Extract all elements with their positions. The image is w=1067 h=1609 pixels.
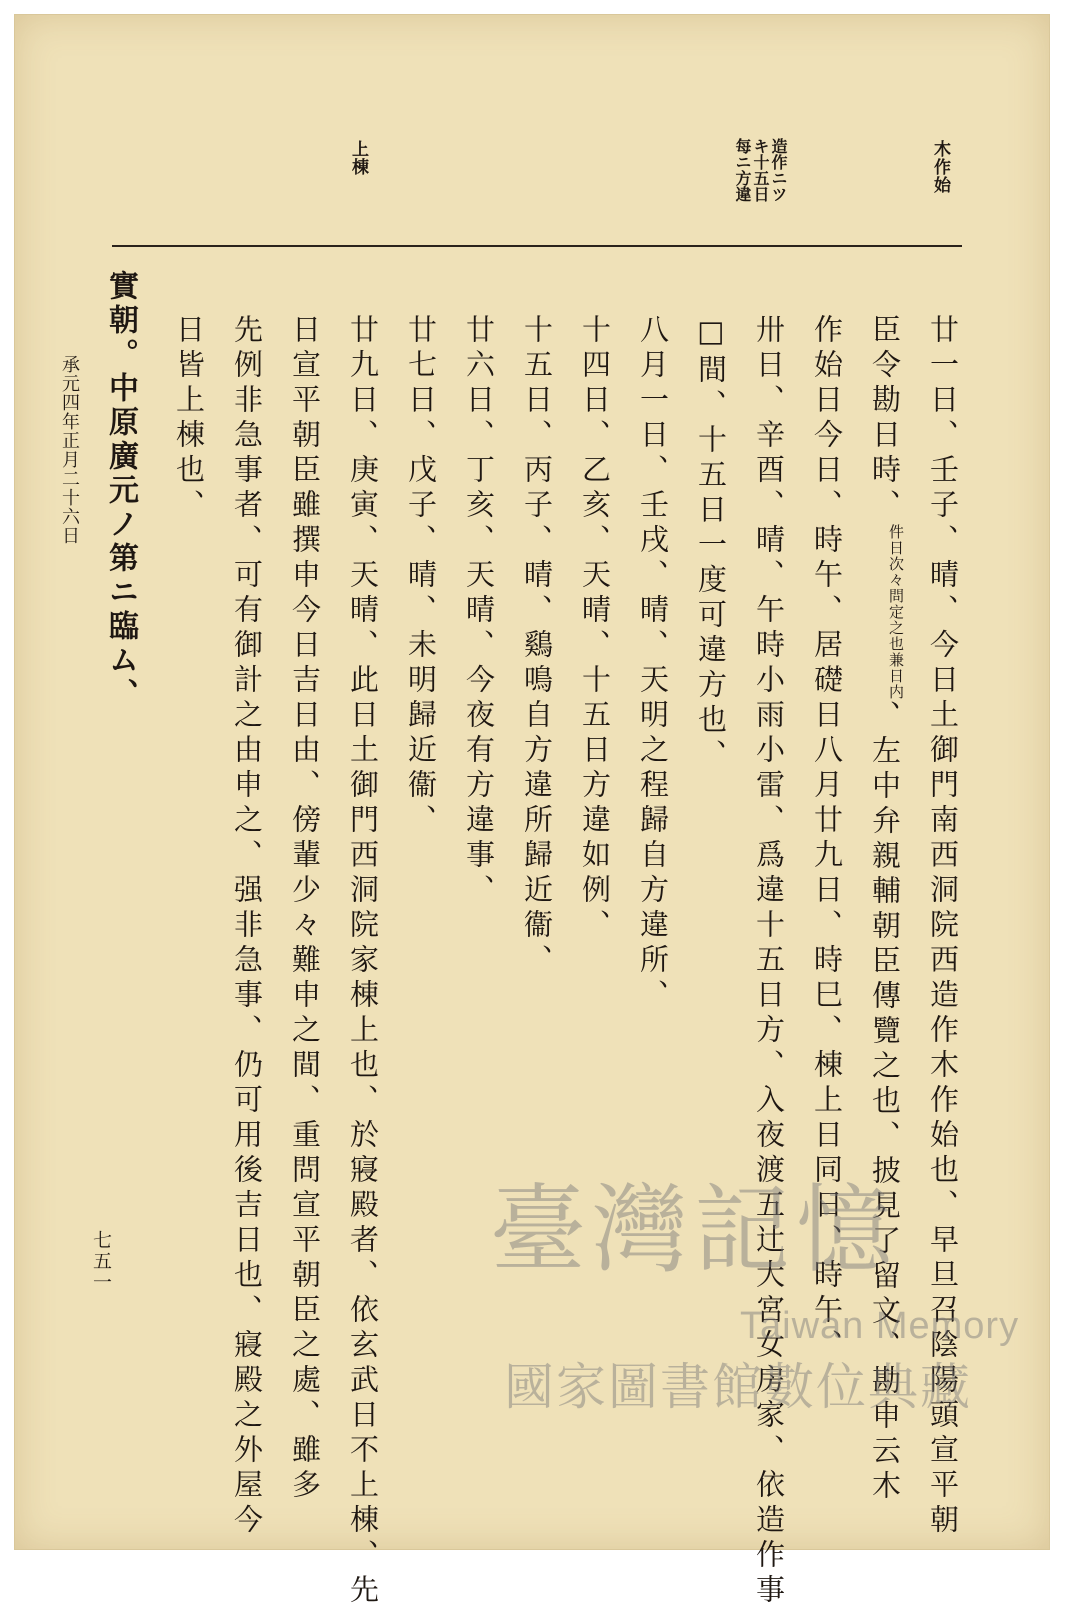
text-column-12: 日宣平朝臣雖撰申今日吉日由、傍輩少々難申之間、重問宣平朝臣之處、雖多 xyxy=(288,314,322,1504)
text-column-6: 八月一日、壬戌、晴、天明之程歸自方違所、 xyxy=(636,314,670,1014)
page-number: 七五一 xyxy=(90,1230,112,1293)
headnote-jotou: 上棟 xyxy=(348,140,368,176)
watermark-title: 臺灣記憶 xyxy=(490,1174,898,1286)
text-column-8: 十五日、丙子、晴、鷄鳴自方違所歸近衞、 xyxy=(520,314,554,979)
text-column-11: 廿九日、庚寅、天晴、此日土御門西洞院家棟上也、於寢殿者、依玄武日不上棟、先 xyxy=(346,314,380,1609)
interlinear-note xyxy=(887,524,904,700)
watermark-english: Taiwan Memory xyxy=(740,1305,1020,1347)
citation-title: 實朝。中原廣元ノ第ニ臨ム、 xyxy=(103,270,138,712)
headnote-houtagae-line3: 每ニ方違 xyxy=(733,138,752,202)
text-column-7: 十四日、乙亥、天晴、十五日方違如例、 xyxy=(578,314,612,944)
text-column-2-end: 、左中弁親輔朝臣傳覽之也、披見了留文、勘申云木 xyxy=(868,700,902,1505)
citation-date: 承元四年正月二十六日 xyxy=(59,355,80,545)
text-column-5: □間、十五日一度可違方也、 xyxy=(694,314,728,774)
interlinear-note-line3: 兼日内 xyxy=(887,652,905,700)
text-column-9: 廿六日、丁亥、天晴、今夜有方違事、 xyxy=(462,314,496,909)
text-column-2-start: 臣令勘日時、 xyxy=(868,314,902,524)
headnote-houtagae-line2: キ十五日 xyxy=(751,138,770,202)
text-column-10: 廿七日、戊子、晴、未明歸近衞、 xyxy=(404,314,438,839)
interlinear-note-line1: 件日次 xyxy=(887,524,905,572)
text-column-1: 廿一日、壬子、晴、今日土御門南西洞院西造作木作始也、早旦召陰陽頭宣平朝 xyxy=(926,314,960,1539)
text-column-3: 作始日今日、時午、居礎日八月廿九日、時巳、棟上日同日、時午、 xyxy=(810,314,844,1364)
text-column-14: 日皆上棟也、 xyxy=(172,314,206,524)
text-column-4: 卅日、辛酉、晴、午時小雨小雷、爲違十五日方、入夜渡五辻大宮女房家、依造作事 xyxy=(752,314,786,1609)
headnote-houtagae-line1: 造作ニツ xyxy=(769,138,788,202)
text-column-13: 先例非急事者、可有御計之由申之、强非急事、仍可用後吉日也、寢殿之外屋今 xyxy=(230,314,264,1539)
text-column-2 xyxy=(866,314,904,1505)
headnote-kisakuhajime: 木作始 xyxy=(930,140,950,194)
interlinear-note-line2: 々問定之也 xyxy=(887,572,905,652)
header-rule xyxy=(112,245,962,247)
watermark-subtitle: 國家圖書館數位典藏 xyxy=(504,1358,972,1416)
